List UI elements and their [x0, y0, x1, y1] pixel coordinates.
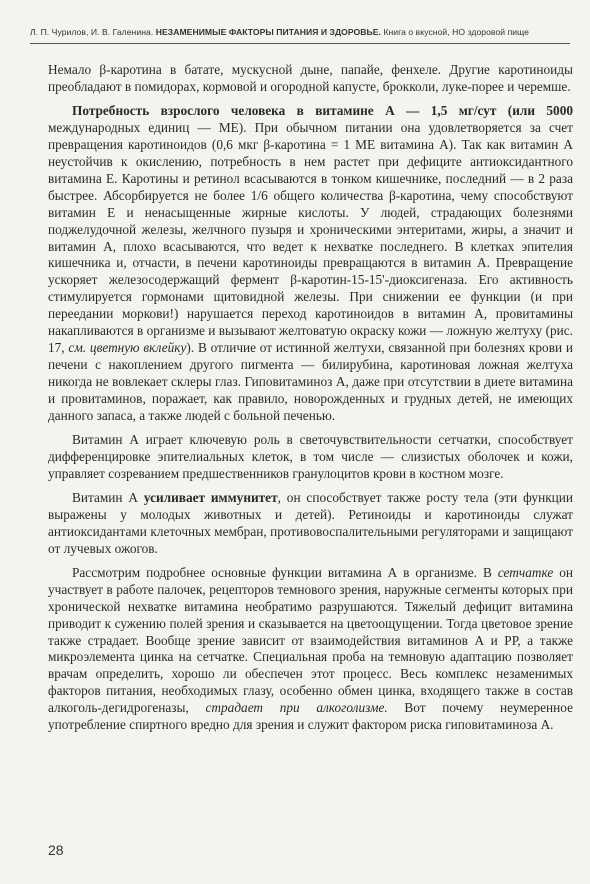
running-head-authors: Л. П. Чурилов, И. В. Галенина.	[30, 27, 154, 37]
paragraph-retina-role: Витамин А играет ключевую роль в светочувствительности сетчатки, способствует дифференцировке эпителиальных клеток, в том числе — слизистых оболочек и кожи, управляет созреванием предшественников гранулоцитов крови в костном мозге.	[48, 432, 573, 481]
functions-text-end: Вот почему неумеренное употребление спиртного вредно для зрения и служит фактором риска гиповитаминоза А.	[48, 700, 573, 733]
immunity-text-lead: Витамин А	[72, 489, 144, 505]
running-head-book-title: НЕЗАМЕНИМЫЕ ФАКТОРЫ ПИТАНИЯ И ЗДОРОВЬЕ.	[155, 27, 381, 37]
immunity-bold-text: усиливает иммунитет	[143, 489, 278, 505]
requirement-text: международных единиц — МЕ). При обычном питании она удовлетворяется за счет превращения каротиноидов (0,6 мкг β-каротина = 1 МЕ витамина А). Так как витамин А неустойчив к окислению, потребность в нем растет при дефиците антиоксидантного витамина Е. Каротины и ретинол всасываются в тонком кишечнике, последний — в 2 раза быстрее. Абсорбируется не более 1/6 общего количества β-каротина, чему способствуют витамин Е и ненасыщенные жирные кислоты. У людей, страдающих болезнями поджелудочной железы, желчного пузыря и хроническими энтеритами, жиры, а значит и витамин А, плохо всасываются, что ведет к нехватке последнего. В клетках эпителия кишечника и, отчасти, в печени каротиноиды превращаются в витамин А. Превращение ускоряет железосодержащий фермент β-каротин-15-15'-диоксигеназа. Его активность стимулируется гормонами щитовидной железы. При снижении ее функции (и при переедании моркови!) нарушается переход каротиноидов в витамин А, провитамины накапливаются в организме и вызывают желтоватую окраску кожи — ложную желтуху (рис. 17,	[48, 119, 573, 356]
requirement-text-continued: ). В отличие от истинной желтухи, связанной при болезнях крови и печени с накоплением другого пигмента — билирубина, каротиновая ложная желтуха никогда не вовлекает склеры глаз. Гиповитаминоз А, даже при отсутствии в диете витамина и провитаминов, поражает, как правило, новорожденных и грудных детей, не имеющих данного запаса, а также людей с больной печенью.	[48, 340, 573, 424]
paragraph-carotene-sources: Немало β-каротина в батате, мускусной дыне, папайе, фенхеле. Другие каротиноиды преобладают в помидорах, кормовой и огородной капусте, брокколи, луке-порее и черемше.	[48, 62, 573, 94]
running-head-subtitle: Книга о вкусной, НО здоровой пище	[383, 27, 529, 37]
requirement-bold-text: Потребность взрослого человека в витамине А — 1,5 мг/сут (или 5000	[72, 102, 573, 118]
immunity-text: , он способствует также росту тела (эти функции выражены у молодых животных и детей). Ретиноиды и каротиноиды служат антиоксидантами клеточных мембран, противовоспалительными регуляторами и защищают от лучевых ожогов.	[48, 489, 573, 556]
retina-italic-term: сетчатке	[497, 564, 554, 580]
paragraph-functions	[48, 565, 573, 735]
functions-text: он участвует в работе палочек, рецепторов темнового зрения, наружные сегменты которых при хронической нехватке витамина необратимо разрушаются. Тяжелый дефицит витамина приводит к сужению полей зрения и сказывается на цветоощущении. Тогда цветовое зрение также страдает. Вообще зрение зависит от взаимодействия витаминов А и РР, а также микроэлемента цинка на сетчатке. Специальная проба на темновую адаптацию позволяет врачам определить, хорошо ли обеспечен этот процесс. Весь комплекс незаменимых факторов питания, необходимых глазу, особенно обмен цинка, входящего также в состав алкоголь-дегидрогеназы,	[48, 564, 574, 716]
functions-intro: Рассмотрим подробнее основные функции витамина А в организме.	[72, 564, 478, 580]
header-rule	[30, 43, 570, 44]
page-number: 28	[48, 842, 64, 858]
running-head	[30, 27, 570, 38]
paragraph-vitamin-a-requirement	[48, 103, 573, 425]
functions-text-lead: В	[482, 564, 498, 580]
page-body	[48, 62, 573, 734]
paragraph-immunity	[48, 490, 573, 558]
alcoholism-italic-text: страдает при алкоголизме.	[205, 700, 388, 716]
color-insert-reference: см. цветную вклейку	[68, 340, 187, 356]
